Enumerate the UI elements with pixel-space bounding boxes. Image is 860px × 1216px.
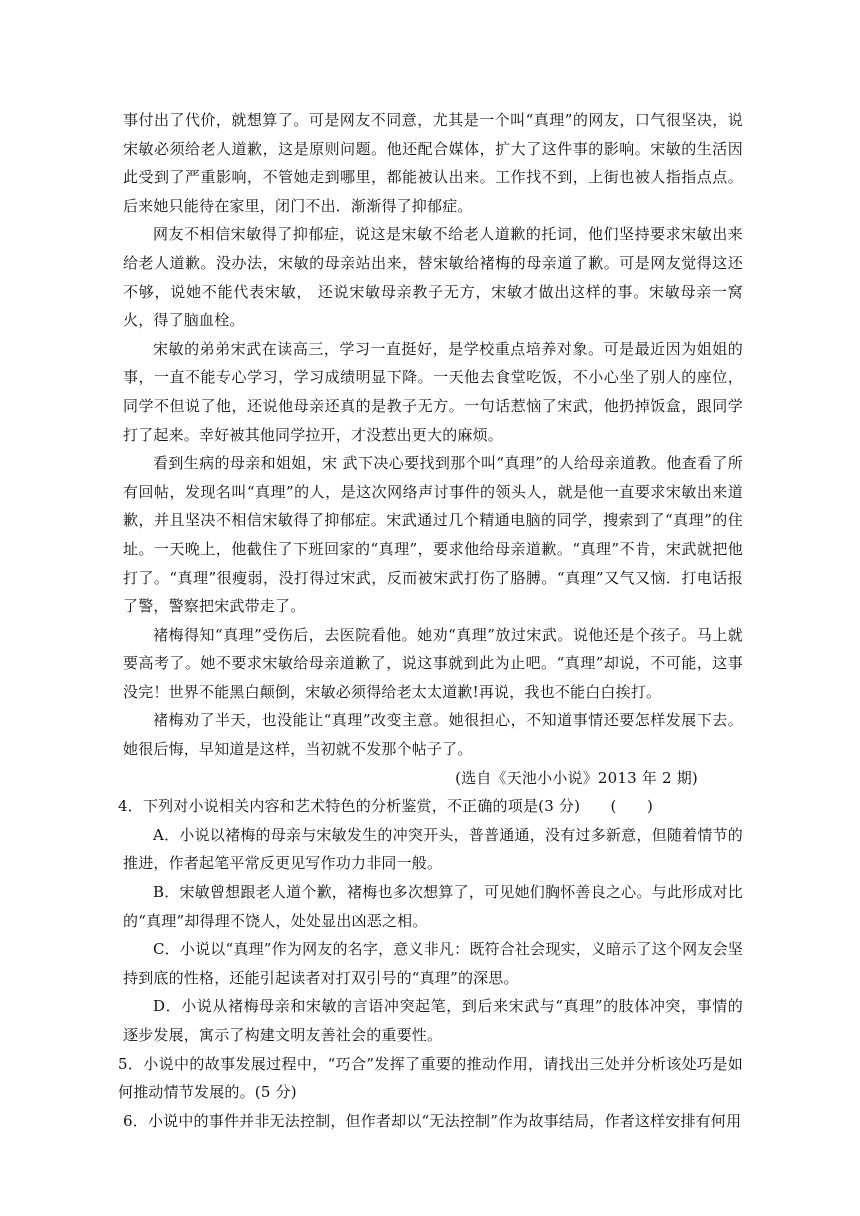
document-body [118, 106, 743, 1135]
story-paragraph-1: 事付出了代价，就想算了。可是网友不同意，尤其是一个叫“真理”的网友，口气很坚决，说宋敏必须给老人道歉，这是原则问题。他还配合媒体，扩大了这件事的影响。宋敏的生活因此受到了严重影响，不管她走到哪里，都能被认出来。工作找不到，上街也被人指指点点。后来她只能待在家里，闭门不出．渐渐得了抑郁症。 [123, 111, 743, 215]
question-5-stem: 5．小说中的故事发展过程中，“巧合”发挥了重要的推动作用，请找出三处并分析该处巧是如何推动情节发展的。(5 分) [118, 1054, 743, 1102]
question-4-option-c: C．小说以“真理”作为网友的名字，意义非凡：既符合社会现实，义暗示了这个网友会坚持到底的性格，还能引起读者对打双引号的“真理”的深思。 [123, 940, 743, 987]
story-paragraph-3: 宋敏的弟弟宋武在读高三，学习一直挺好，是学校重点培养对象。可是最近因为姐姐的事，一直不能专心学习，学习成绩明显下降。一天他去食堂吃饭，不小心坐了别人的座位，同学不但说了他，还说他母亲还真的是教子无方。一句话惹恼了宋武，他扔掉饭盒，跟同学打了起来。幸好被其他同学拉开，才没惹出更大的麻烦。 [123, 339, 743, 444]
story-paragraph-5: 褚梅得知“真理”受伤后，去医院看他。她劝“真理”放过宋武。说他还是个孩子。马上就要高考了。她不要求宋敏给母亲道歉了，说这事就到此为止吧。“真理”却说，不可能，这事没完！世界不能黑白颠倒，宋敏必须得给老太太道歉!再说，我也不能白白挨打。 [123, 625, 743, 701]
question-6-stem: 6．小说中的事件并非无法控制，但作者却以“无法控制”作为故事结局，作者这样安排有何用 [123, 1111, 742, 1130]
story-paragraph-4: 看到生病的母亲和姐姐，宋 武下决心要找到那个叫“真理”的人给母亲道教。他查看了所有回帖，发现名叫“真理”的人，是这次网络声讨事件的领头人，就是他一直要求宋敏出来道歉，并且坚决不相信宋敏得了抑郁症。宋武通过几个精通电脑的同学，搜索到了“真理”的住址。一天晚上，他截住了下班回家的“真理”，要求他给母亲道歉。“真理”不肯，宋武就把他打了。“真理”很瘦弱，没打得过宋武，反而被宋武打伤了胳膊。“真理”又气又恼．打电话报了警，警察把宋武带走了。 [123, 454, 743, 616]
question-4-stem: 4．下列对小说相关内容和艺术特色的分析鉴赏，不正确的项是(3 分) ( ) [118, 797, 654, 816]
story-paragraph-6: 褚梅劝了半天，也没能让“真理”改变主意。她很担心，不知道事情还要怎样发展下去。她很后悔，早知道是这样，当初就不发那个帖子了。 [123, 711, 743, 759]
story-paragraph-2: 网友不相信宋敏得了抑郁症，说这是宋敏不给老人道歉的托词，他们坚持要求宋敏出来给老人道歉。没办法，宋敏的母亲站出来，替宋敏给褚梅的母亲道了歉。可是网友觉得这还不够，说她不能代表宋敏， 还说宋敏母亲教子无方，宋敏才做出这样的事。宋敏母亲一窝火，得了脑血栓。 [123, 225, 743, 330]
question-4-option-a: A．小说以褚梅的母亲与宋敏发生的冲突开头，普普通通，没有过多新意，但随着情节的推进，作者起笔平常反更见写作功力非同一般。 [123, 825, 743, 873]
question-4-option-b: B．宋敏曾想跟老人道个歉，褚梅也多次想算了，可见她们胸怀善良之心。与此形成对比的“真理”却得理不饶人，处处显出凶恶之相。 [123, 883, 743, 930]
story-source: (选自《天池小小说》2013 年 2 期) [455, 768, 698, 787]
question-4-option-d: D．小说从褚梅母亲和宋敏的言语冲突起笔，到后来宋武与“真理”的肢体冲突，事情的逐步发展，寓示了构建文明友善社会的重要性。 [123, 997, 743, 1044]
